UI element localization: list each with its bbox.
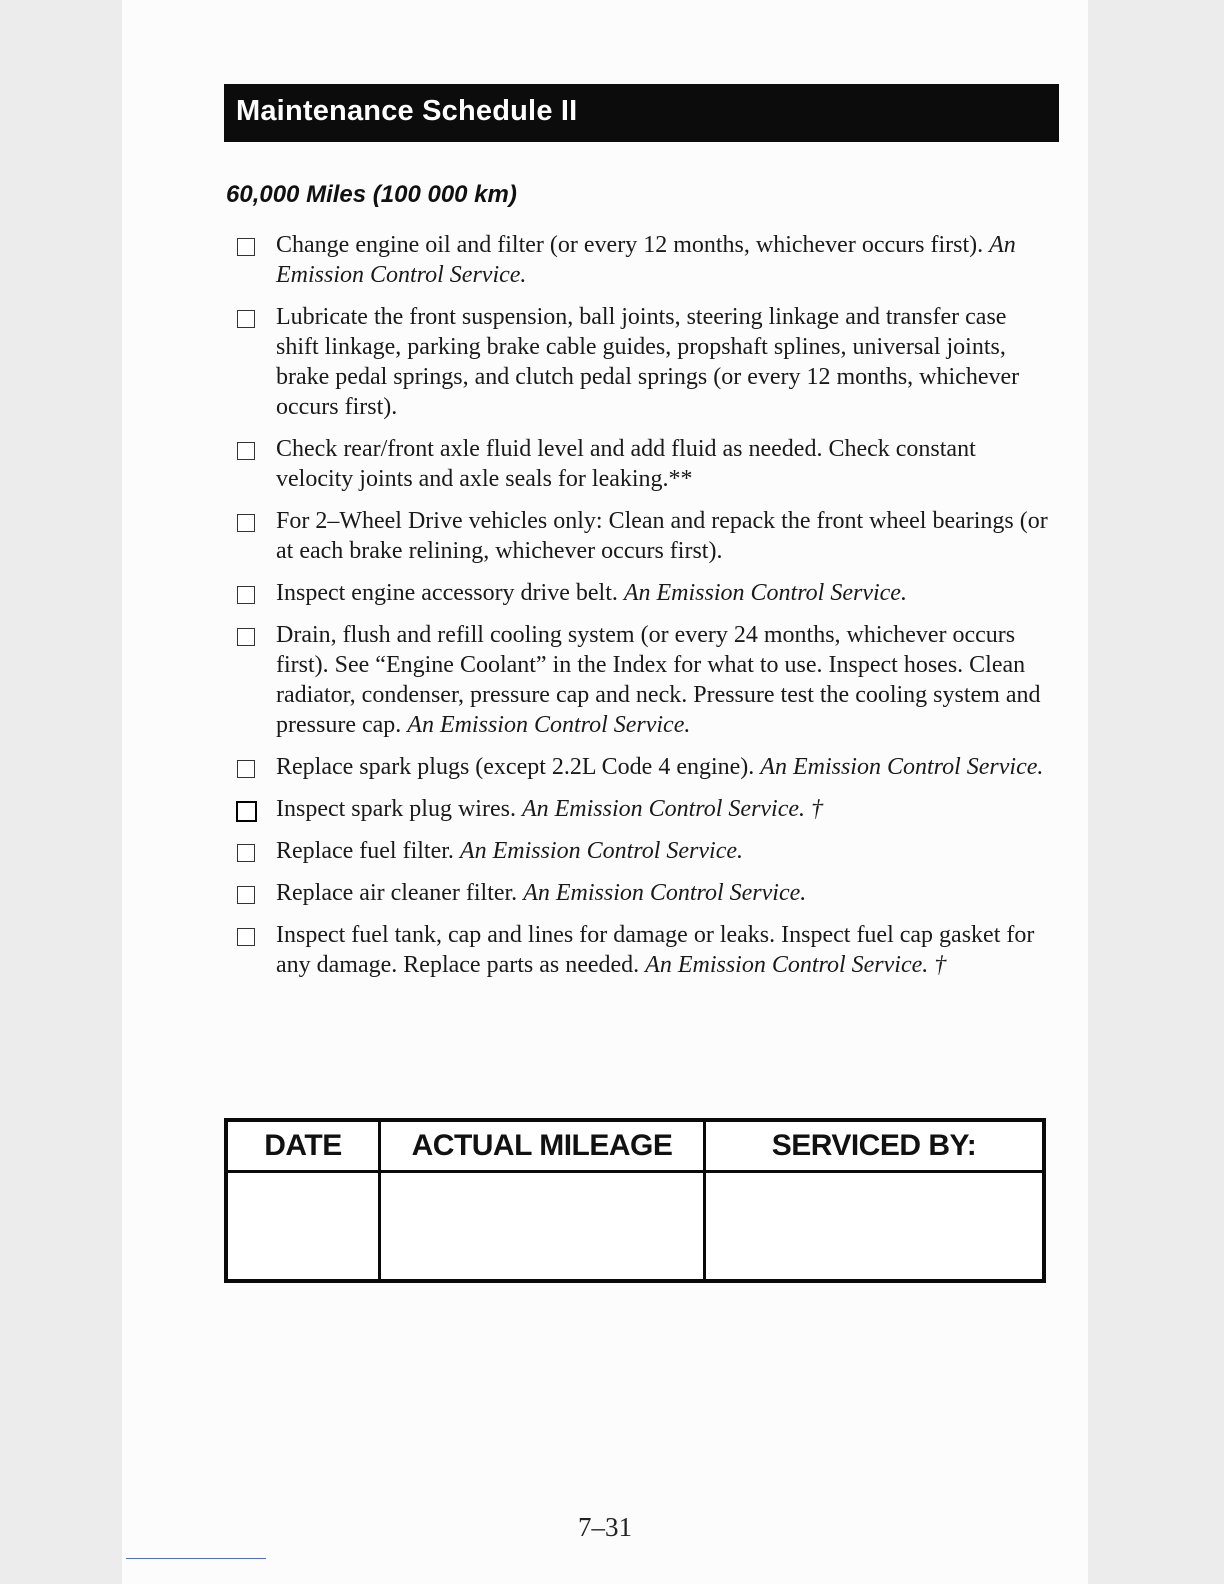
item-note: An Emission Control Service. † — [521, 796, 824, 822]
item-text: For 2–Wheel Drive vehicles only: Clean and repack the front wheel bearings (or at each brake relining, whichever occurs first). — [276, 508, 1048, 564]
checklist-item — [234, 620, 1054, 740]
checklist-item — [234, 836, 1054, 866]
service-log-table — [224, 1118, 1046, 1283]
item-note: An Emission Control Service. — [623, 580, 907, 606]
checklist-item — [234, 752, 1054, 782]
item-text: Replace spark plugs (except 2.2L Code 4 engine). An Emission Control Service. — [276, 754, 1044, 780]
checklist-item — [234, 794, 1054, 824]
checkbox[interactable] — [237, 586, 255, 604]
manual-page — [122, 0, 1088, 1584]
checkbox[interactable] — [237, 310, 255, 328]
item-text: Lubricate the front suspension, ball joints, steering linkage and transfer case shift linkage, parking brake cable guides, propshaft splines, universal joints, brake pedal springs, and clutch pedal springs (or every 12 months, whichever occurs first). — [276, 304, 1020, 420]
checkbox[interactable] — [237, 514, 255, 532]
item-text: Inspect spark plug wires. An Emission Control Service. † — [276, 796, 824, 822]
page-number: 7–31 — [578, 1512, 632, 1542]
item-note: An Emission Control Service. — [459, 838, 743, 864]
checklist-item — [234, 878, 1054, 908]
checkbox[interactable] — [237, 442, 255, 460]
checklist-item — [234, 920, 1054, 980]
table-header-row — [226, 1120, 1044, 1172]
checklist — [234, 230, 1054, 992]
item-note: An Emission Control Service. † — [645, 952, 947, 978]
item-text: Inspect fuel tank, cap and lines for damage or leaks. Inspect fuel cap gasket for any damage. Replace parts as needed. An Emission Control Service. † — [276, 922, 1035, 978]
item-note: An Emission Control Service. — [407, 712, 691, 738]
actual-mileage-cell[interactable] — [380, 1172, 705, 1282]
section-title: 60,000 Miles (100 000 km) — [226, 181, 517, 208]
item-text: Change engine oil and filter (or every 12 months, whichever occurs first). An Emission Control Service. — [276, 232, 1016, 288]
page-title: Maintenance Schedule II — [236, 95, 578, 127]
item-note: An Emission Control Service. — [523, 880, 807, 906]
checklist-item — [234, 230, 1054, 290]
item-text: Replace fuel filter. An Emission Control Service. — [276, 838, 743, 864]
checklist-item — [234, 506, 1054, 566]
item-text: Drain, flush and refill cooling system (or every 24 months, whichever occurs first). See “Engine Coolant” in the Index for what to use. Inspect hoses. Clean radiator, condenser, pressure cap and neck. Pressure test the cooling system and pressure cap. An Emission Control Service. — [276, 622, 1041, 738]
column-header-serviced-by: SERVICED BY: — [705, 1120, 1045, 1172]
checkbox[interactable] — [237, 238, 255, 256]
page-header — [224, 84, 1059, 142]
item-text: Inspect engine accessory drive belt. An Emission Control Service. — [276, 580, 907, 606]
link-underline — [126, 1558, 266, 1559]
checkbox[interactable] — [237, 844, 255, 862]
date-cell[interactable] — [226, 1172, 380, 1282]
item-note: An Emission Control Service. — [760, 754, 1044, 780]
item-text: Check rear/front axle fluid level and add fluid as needed. Check constant velocity joints and axle seals for leaking.** — [276, 436, 976, 492]
checkbox[interactable] — [236, 801, 257, 822]
checklist-item — [234, 578, 1054, 608]
item-text: Replace air cleaner filter. An Emission Control Service. — [276, 880, 807, 906]
checkbox[interactable] — [237, 760, 255, 778]
column-header-date: DATE — [226, 1120, 380, 1172]
item-note: An Emission Control Service. — [276, 232, 1016, 288]
column-header-actual-mileage: ACTUAL MILEAGE — [380, 1120, 705, 1172]
checklist-item — [234, 302, 1054, 422]
table-row — [226, 1172, 1044, 1282]
checkbox[interactable] — [237, 928, 255, 946]
serviced-by-cell[interactable] — [705, 1172, 1045, 1282]
checkbox[interactable] — [237, 628, 255, 646]
checklist-item — [234, 434, 1054, 494]
checkbox[interactable] — [237, 886, 255, 904]
